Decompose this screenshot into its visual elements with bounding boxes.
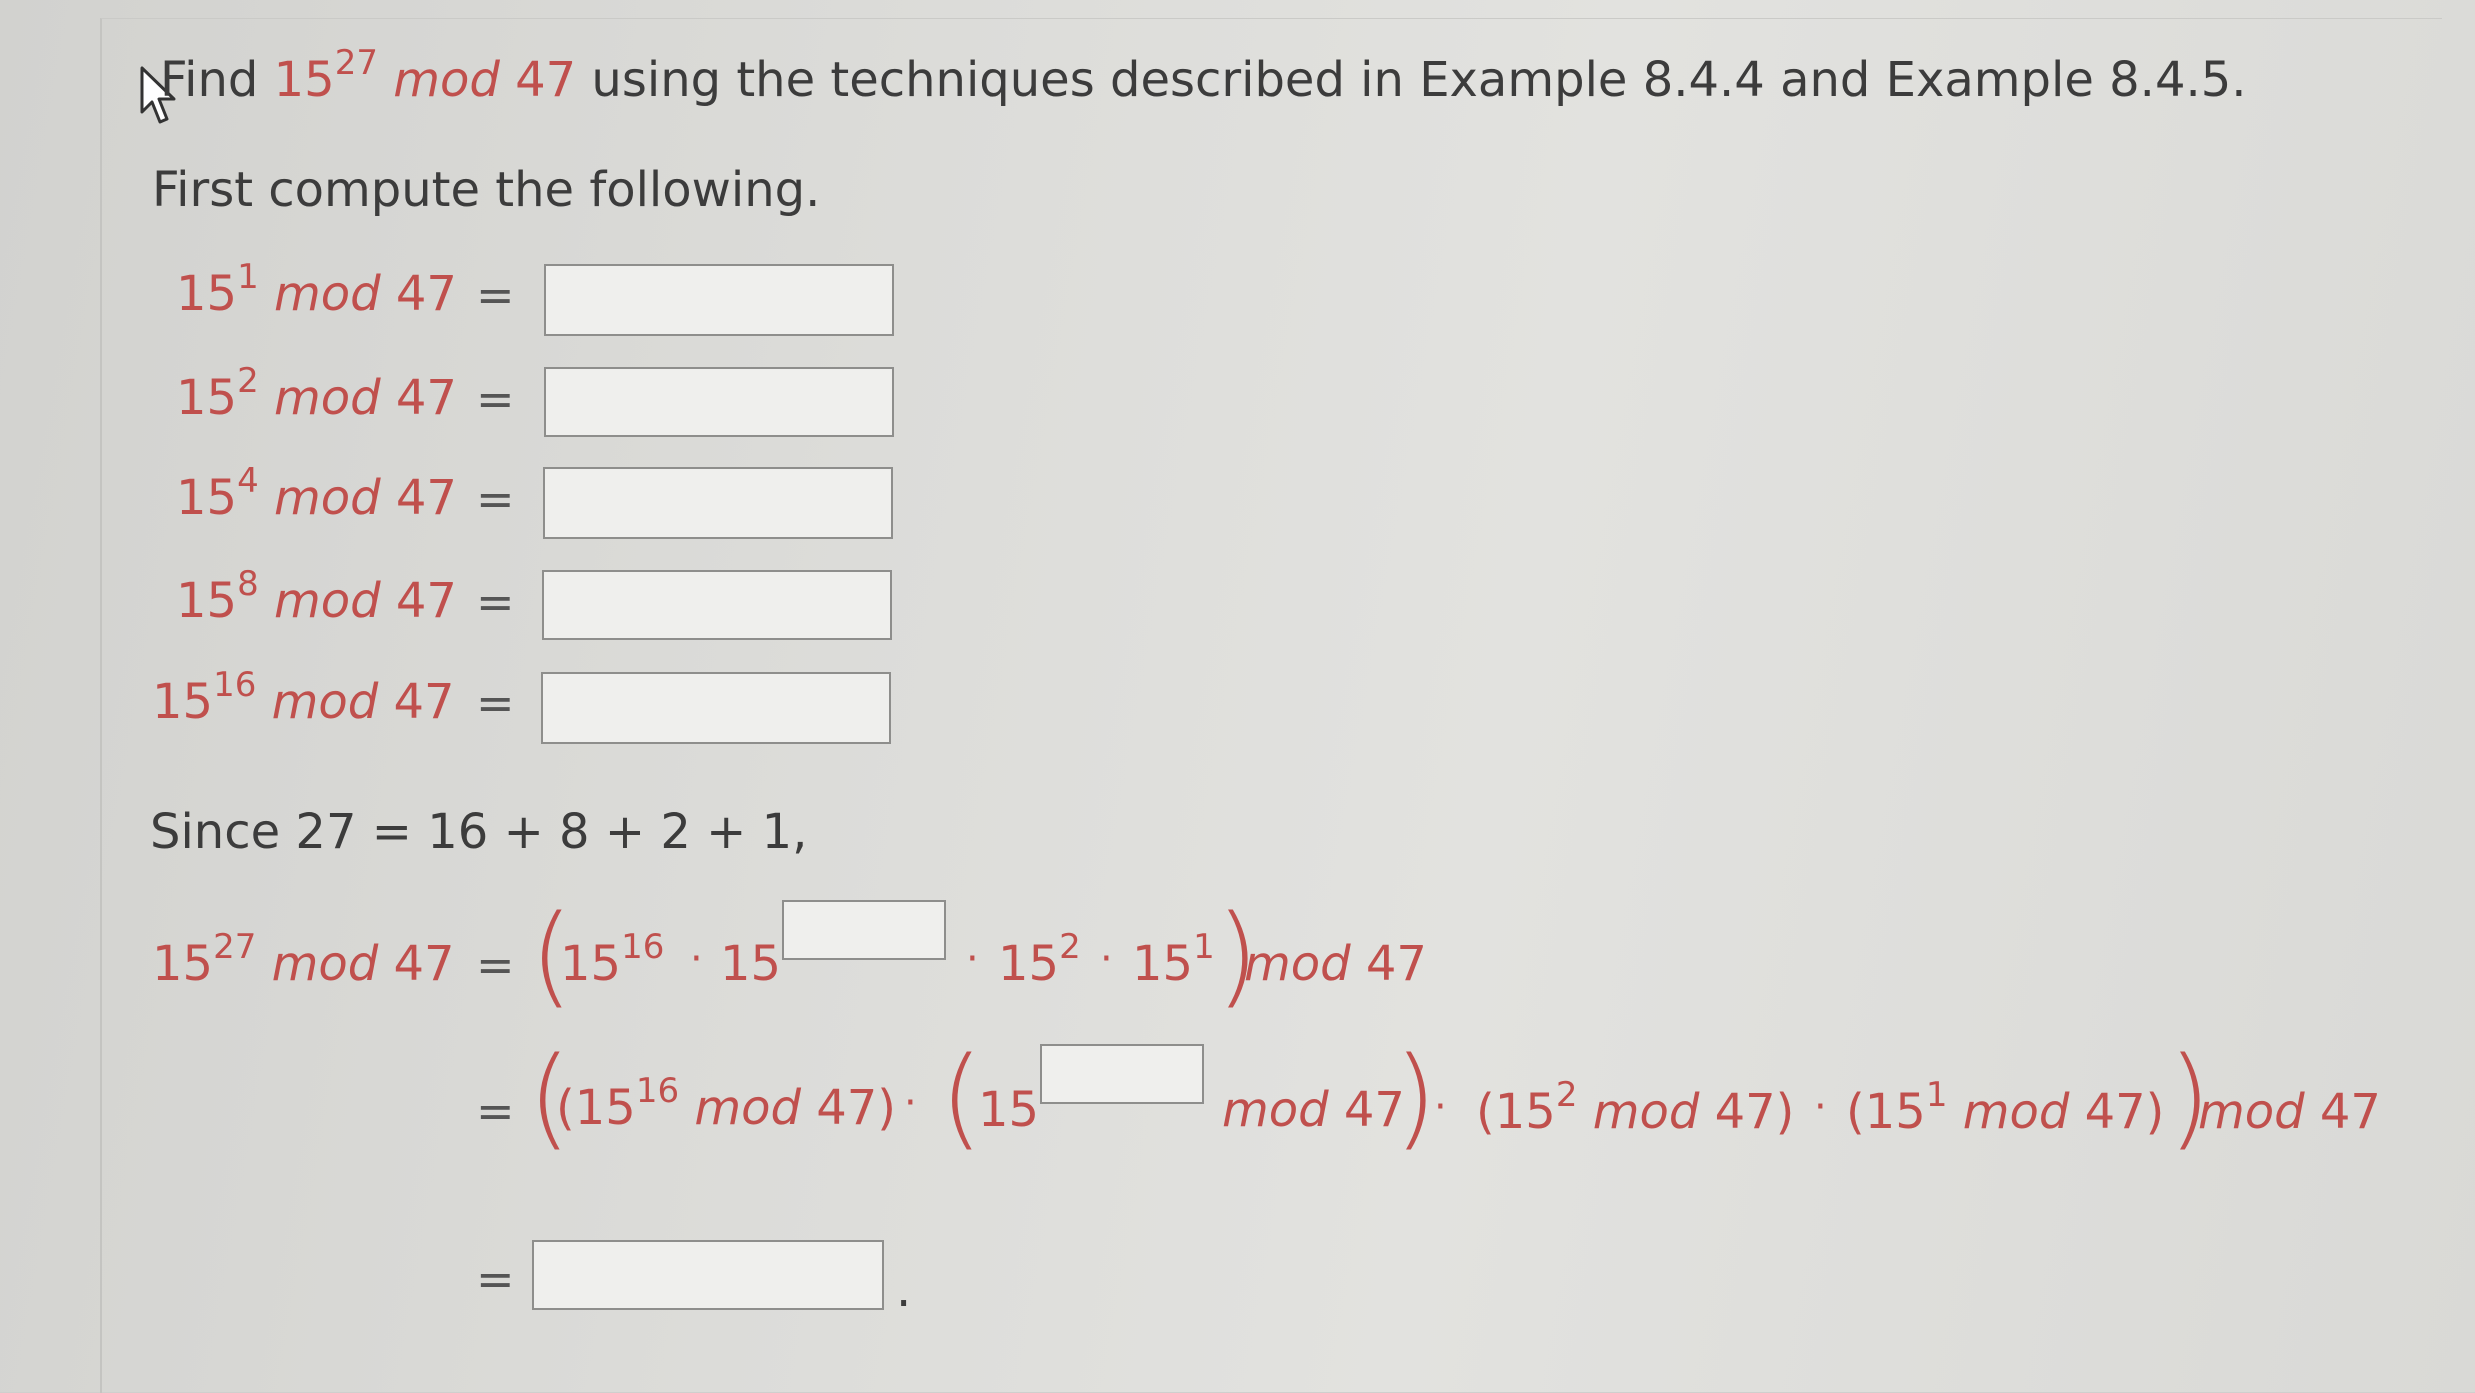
line2-dot-3: · xyxy=(1814,1084,1827,1130)
row-4-label: $15^8$ mod 47 xyxy=(176,564,457,629)
line1-term-1: $15^{16}$ xyxy=(560,927,665,992)
line2-mod: mod 47 xyxy=(2198,1084,2381,1140)
row-3-equals: = xyxy=(476,472,515,526)
question-modulus: 47 xyxy=(515,52,577,108)
row-3-label: $15^4$ mod 47 xyxy=(176,461,457,526)
line2-group-4: ($15^1$ mod 47) xyxy=(1846,1075,2165,1140)
line1-mod: mod 47 xyxy=(1244,936,1427,992)
final-answer-input[interactable] xyxy=(532,1240,884,1310)
line2-equals: = xyxy=(476,1084,515,1138)
line1-close-paren: ) xyxy=(1216,891,1259,1019)
line1-term-4: $15^1$ xyxy=(1132,927,1215,992)
line2-exponent-input[interactable] xyxy=(1040,1044,1204,1104)
line1-dot-1: · xyxy=(690,936,703,982)
line1-term-3: $15^2$ xyxy=(998,927,1081,992)
line2-dot-1: · xyxy=(904,1080,917,1126)
row-5-label: $15^{16}$ mod 47 xyxy=(152,665,455,730)
row-2-answer-input[interactable] xyxy=(544,367,894,437)
line2-group-1: ($15^{16}$ mod 47) xyxy=(556,1071,897,1136)
line3-period: . xyxy=(896,1262,912,1318)
question-base: 15 xyxy=(273,52,335,108)
line1-dot-2: · xyxy=(966,936,979,982)
question-rest: using the techniques described in Example 8.4.4 and Example 8.4.5. xyxy=(591,52,2247,108)
row-2-label: $15^2$ mod 47 xyxy=(176,361,457,426)
row-5-answer-input[interactable] xyxy=(541,672,891,744)
row-4-equals: = xyxy=(476,575,515,629)
row-1-label: $15^1$ mod 47 xyxy=(176,257,457,322)
line2-close-inner: ) xyxy=(1394,1033,1437,1161)
since-word: Since xyxy=(150,804,281,860)
instruction-text: First compute the following. xyxy=(152,162,821,218)
since-line xyxy=(150,804,807,860)
line2-group-2-mod: mod 47 xyxy=(1222,1082,1405,1138)
line2-open-outer: ( xyxy=(528,1033,571,1161)
question-text xyxy=(160,43,2247,108)
row-1-answer-input[interactable] xyxy=(544,264,894,336)
line2-group-2-base: 15 xyxy=(978,1082,1040,1138)
line2-group-3: ($15^2$ mod 47) xyxy=(1476,1075,1795,1140)
row-2-equals: = xyxy=(476,372,515,426)
question-mod-word: mod xyxy=(393,52,500,108)
line2-close-outer: ) xyxy=(2168,1033,2211,1161)
line1-open-paren: ( xyxy=(530,891,573,1019)
row-1-equals: = xyxy=(476,268,515,322)
line1-term-2-base: 15 xyxy=(720,936,782,992)
line1-dot-3: · xyxy=(1100,936,1113,982)
since-equation: 27 = 16 + 8 + 2 + 1, xyxy=(295,804,808,860)
line2-dot-2: · xyxy=(1434,1084,1447,1130)
line1-equals: = xyxy=(476,938,515,992)
question-exponent: 27 xyxy=(334,43,378,83)
row-4-answer-input[interactable] xyxy=(542,570,892,640)
line2-open-inner: ( xyxy=(940,1033,983,1161)
line1-lhs: $15^{27}$ mod 47 xyxy=(152,927,455,992)
line1-exponent-input[interactable] xyxy=(782,900,946,960)
row-5-equals: = xyxy=(476,676,515,730)
line3-equals: = xyxy=(476,1252,515,1306)
question-find-word: Find xyxy=(160,52,259,108)
row-3-answer-input[interactable] xyxy=(543,467,893,539)
